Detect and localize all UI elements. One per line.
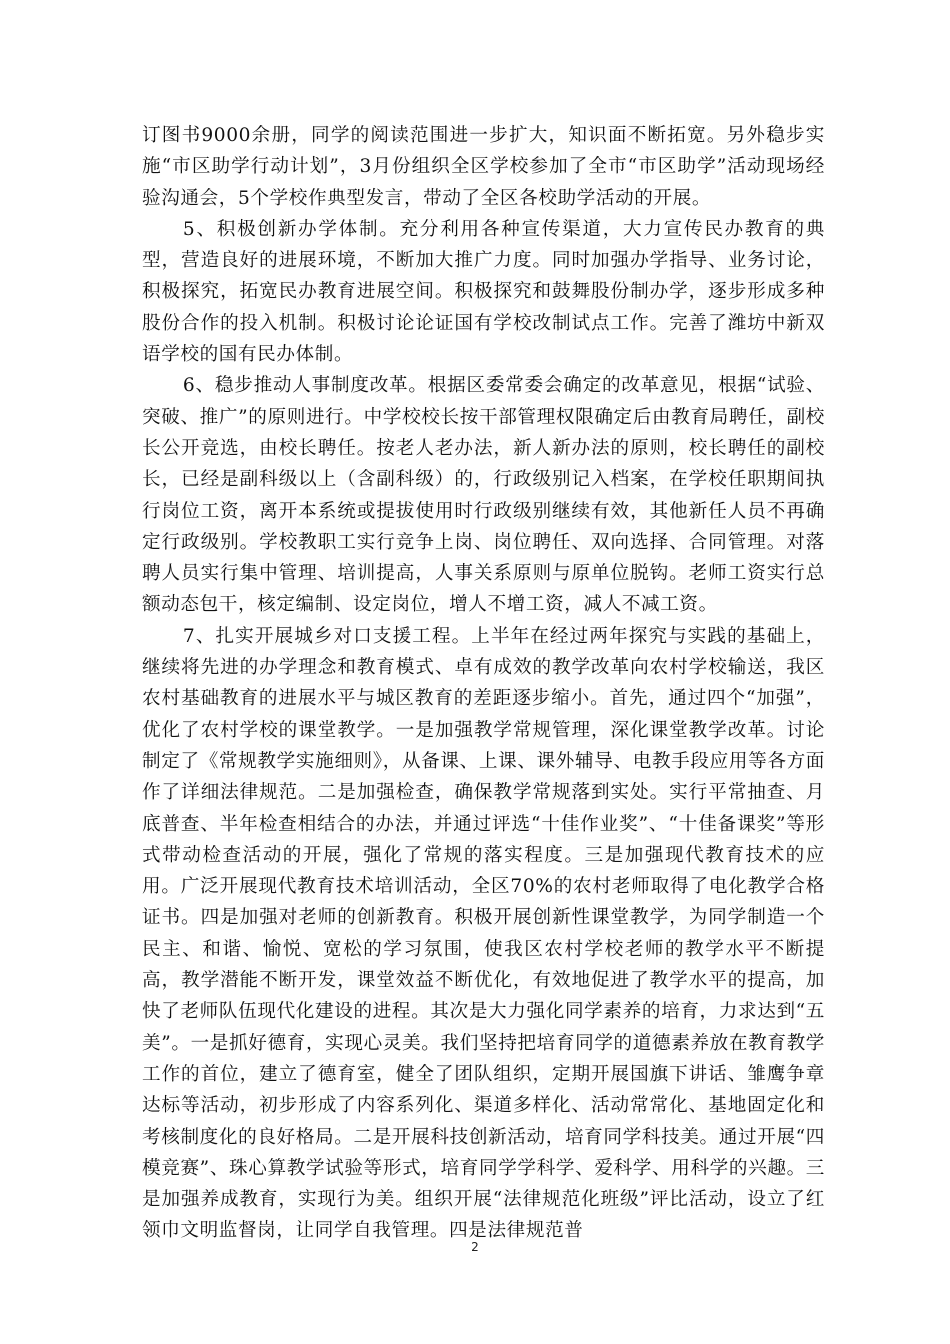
paragraph-continuation: 订图书9000余册，同学的阅读范围进一步扩大，知识面不断拓宽。另外稳步实施“市区助学行动计划”，3月份组织全区学校参加了全市“市区助学”活动现场经验沟通会，5个学校作典型发言，带动了全区各校助学活动的开展。 [142,125,825,209]
paragraph-item-7: 7、扎实开展城乡对口支援工程。上半年在经过两年探究与实践的基础上，继续将先进的办学理念和教育模式、卓有成效的教学改革向农村学校输送，我区农村基础教育的进展水平与城区教育的差距逐步缩小。首先，通过四个“加强”，优化了农村学校的课堂教学。一是加强教学常规管理，深化课堂教学改革。讨论制定了《常规教学实施细则》，从备课、上课、课外辅导、电教手段应用等各方面作了详细法律规范。二是加强检查，确保教学常规落到实处。实行平常抽查、月底普查、半年检查相结合的办法，并通过评选“十佳作业奖”、“十佳备课奖”等形式带动检查活动的开展，强化了常规的落实程度。三是加强现代教育技术的应用。广泛开展现代教育技术培训活动，全区70%的农村老师取得了电化教学合格证书。四是加强对老师的创新教育。积极开展创新性课堂教学，为同学制造一个民主、和谐、愉悦、宽松的学习氛围，使我区农村学校老师的教学水平不断提高，教学潜能不断开发，课堂效益不断优化，有效地促进了教学水平的提高，加快了老师队伍现代化建设的进程。其次是大力强化同学素养的培育，力求达到“五美”。一是抓好德育，实现心灵美。我们坚持把培育同学的道德素养放在教育教学工作的首位，建立了德育室，健全了团队组织，定期开展国旗下讲话、雏鹰争章达标等活动，初步形成了内容系列化、渠道多样化、活动常常化、基地固定化和考核制度化的良好格局。二是开展科技创新活动，培育同学科技美。通过开展“四模竞赛”、珠心算教学试验等形式，培育同学学科学、爱科学、用科学的兴趣。三是加强养成教育，实现行为美。组织开展“法律规范化班级”评比活动，设立了红领巾文明监督岗，让同学自我管理。四是法律规范普 [142,625,825,1242]
paragraph-item-5: 5、积极创新办学体制。充分利用各种宣传渠道，大力宣传民办教育的典型，营造良好的进展环境，不断加大推广力度。同时加强办学指导、业务讨论，积极探究，拓宽民办教育进展空间。积极探究和鼓舞股份制办学，逐步形成多种股份合作的投入机制。积极讨论论证国有学校改制试点工作。完善了潍坊中新双语学校的国有民办体制。 [142,218,825,366]
document-body [142,120,825,1247]
paragraph-item-6: 6、稳步推动人事制度改革。根据区委常委会确定的改革意见，根据“试验、突破、推广”的原则进行。中学校校长按干部管理权限确定后由教育局聘任，副校长公开竞选，由校长聘任。按老人老办法，新人新办法的原则，校长聘任的副校长，已经是副科级以上（含副科级）的，行政级别记入档案，在学校任职期间执行岗位工资，离开本系统或提拔使用时行政级别继续有效，其他新任人员不再确定行政级别。学校教职工实行竞争上岗、岗位聘任、双向选择、合同管理。对落聘人员实行集中管理、培训提高，人事关系原则与原单位脱钩。老师工资实行总额动态包干，核定编制、设定岗位，增人不增工资，减人不减工资。 [142,375,825,616]
page-number: 2 [471,1240,479,1254]
